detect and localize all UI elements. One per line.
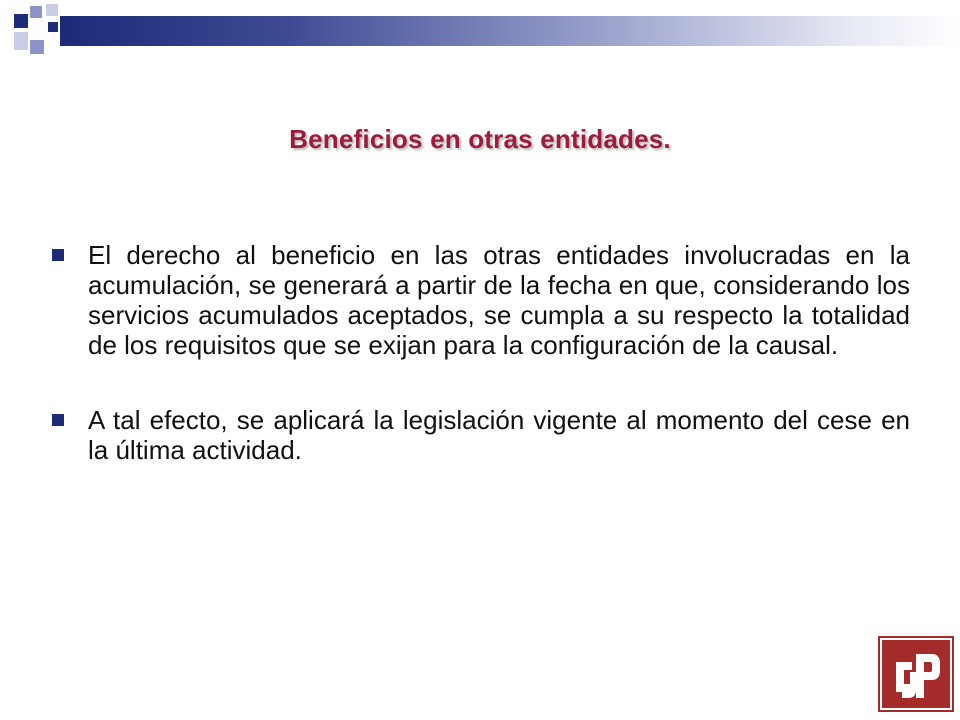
header-square-mid [30, 6, 42, 18]
header-square-mid [30, 40, 44, 54]
square-bullet-icon [52, 414, 64, 426]
slide-title: Beneficios en otras entidades. [289, 124, 671, 154]
header-square-light [14, 32, 28, 50]
bullet-text: El derecho al beneficio en las otras entidades involucradas en la acumulación, se generará a partir de la fecha en que, considerando los servicios acumulados aceptados, se cumpla a su respecto la totalidad de los requisitos que se exijan para la configuración de la causal. [88, 240, 910, 360]
header-square-dark [14, 14, 28, 28]
header-square-dark [48, 22, 58, 32]
logo-graphic [882, 640, 950, 708]
bullet-list [52, 240, 910, 465]
list-item [52, 405, 910, 465]
bullet-text: A tal efecto, se aplicará la legislación vigente al momento del cese en la última actividad. [88, 405, 910, 465]
header-gradient-bar [60, 16, 960, 46]
header-square-light [46, 4, 58, 16]
list-item [52, 240, 910, 360]
square-bullet-icon [52, 249, 64, 261]
cjp-logo-icon [880, 638, 952, 710]
